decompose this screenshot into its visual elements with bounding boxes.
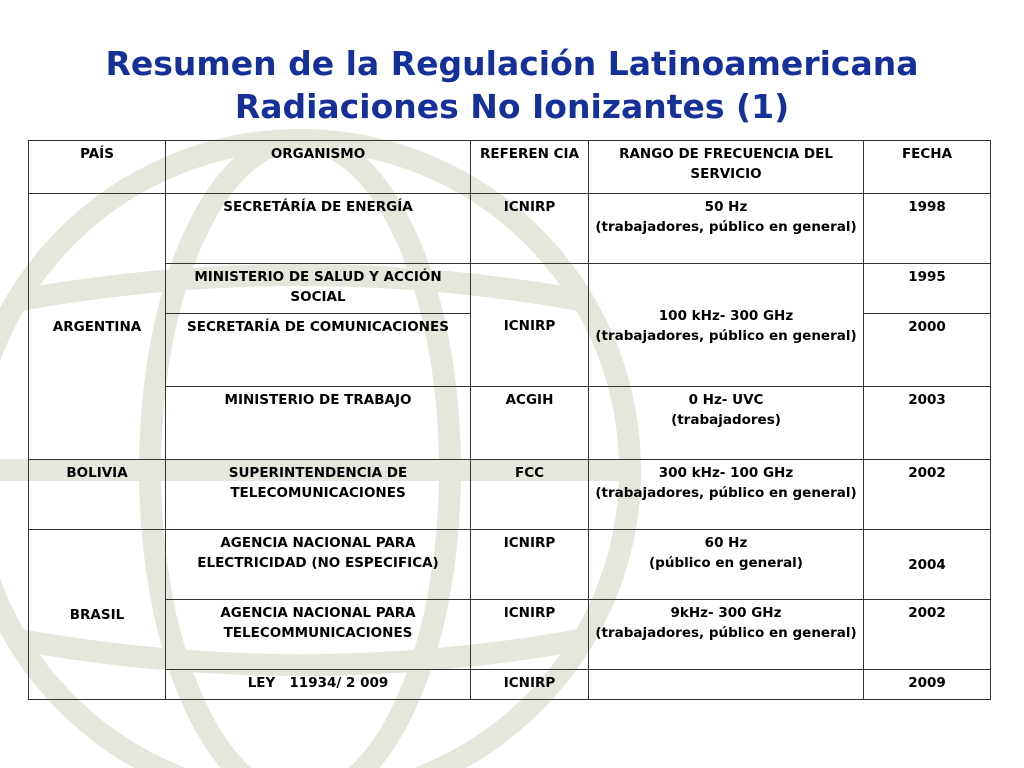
rango-scope: (trabajadores) (671, 412, 781, 428)
organismo-cell: SUPERINTENDENCIA DE TELECOMUNICACIONES (166, 460, 471, 530)
fecha-cell: 1998 (864, 194, 991, 264)
referencia-cell: ICNIRP (471, 530, 589, 600)
header-rango: RANGO DE FRECUENCIA DEL SERVICIO (589, 141, 864, 194)
rango-scope: (trabajadores, público en general) (595, 327, 857, 344)
rango-scope: (trabajadores, público en general) (595, 219, 857, 235)
fecha-cell: 2000 (864, 314, 991, 387)
fecha-cell: 2003 (864, 387, 991, 460)
table-row (29, 387, 991, 460)
rango-freq: 300 kHz- 100 GHz (658, 465, 794, 481)
rango-freq: 50 Hz (704, 199, 748, 215)
rango-cell (589, 264, 864, 387)
referencia-cell: FCC (471, 460, 589, 530)
referencia-cell: ACGIH (471, 387, 589, 460)
table-row (29, 194, 991, 264)
rango-cell (589, 194, 864, 264)
organismo-cell: SECRETÁRÍA DE ENERGÍA (166, 194, 471, 264)
rango-cell (589, 460, 864, 530)
fecha-cell: 2002 (864, 600, 991, 670)
organismo-cell: AGENCIA NACIONAL PARA ELECTRICIDAD (NO ESPECIFICA) (166, 530, 471, 600)
referencia-cell: ICNIRP (471, 600, 589, 670)
rango-cell (589, 670, 864, 700)
rango-cell (589, 530, 864, 600)
header-fecha: FECHA (864, 141, 991, 194)
table-row (29, 670, 991, 700)
organismo-cell: MINISTERIO DE TRABAJO (166, 387, 471, 460)
header-referencia: REFEREN CIA (471, 141, 589, 194)
table-row (29, 600, 991, 670)
rango-freq: 100 kHz- 300 GHz (658, 307, 794, 324)
organismo-cell: AGENCIA NACIONAL PARA TELECOMMUNICACIONES (166, 600, 471, 670)
rango-scope: (público en general) (649, 555, 803, 571)
referencia-cell: ICNIRP (471, 194, 589, 264)
rango-scope: (trabajadores, público en general) (595, 485, 857, 501)
organismo-cell: SECRETARÍA DE COMUNICACIONES (166, 314, 471, 387)
rango-cell (589, 387, 864, 460)
table-row (29, 264, 991, 314)
fecha-cell: 2004 (864, 530, 991, 600)
referencia-cell: ICNIRP (471, 670, 589, 700)
header-pais: PAÍS (29, 141, 166, 194)
rango-freq: 9kHz- 300 GHz (670, 605, 782, 621)
table-row (29, 460, 991, 530)
table-header-row (29, 141, 991, 194)
header-organismo: ORGANISMO (166, 141, 471, 194)
rango-scope: (trabajadores, público en general) (595, 625, 857, 641)
fecha-cell: 2002 (864, 460, 991, 530)
referencia-cell: ICNIRP (471, 264, 589, 387)
rango-cell (589, 600, 864, 670)
rango-freq: 0 Hz- UVC (688, 392, 764, 408)
table-row (29, 530, 991, 600)
rango-freq: 60 Hz (704, 535, 748, 551)
regulation-table (28, 140, 991, 700)
country-bolivia: BOLIVIA (29, 460, 166, 530)
organismo-cell: LEY 11934/ 2 009 (166, 670, 471, 700)
organismo-cell: MINISTERIO DE SALUD Y ACCIÓN SOCIAL (166, 264, 471, 314)
title-line-2: Radiaciones No Ionizantes (1) (234, 87, 790, 126)
page-title (0, 42, 1024, 128)
fecha-cell: 1995 (864, 264, 991, 314)
country-brasil: BRASIL (29, 530, 166, 700)
title-line-1: Resumen de la Regulación Latinoamericana (105, 44, 919, 83)
country-argentina: ARGENTINA (29, 194, 166, 460)
fecha-cell: 2009 (864, 670, 991, 700)
